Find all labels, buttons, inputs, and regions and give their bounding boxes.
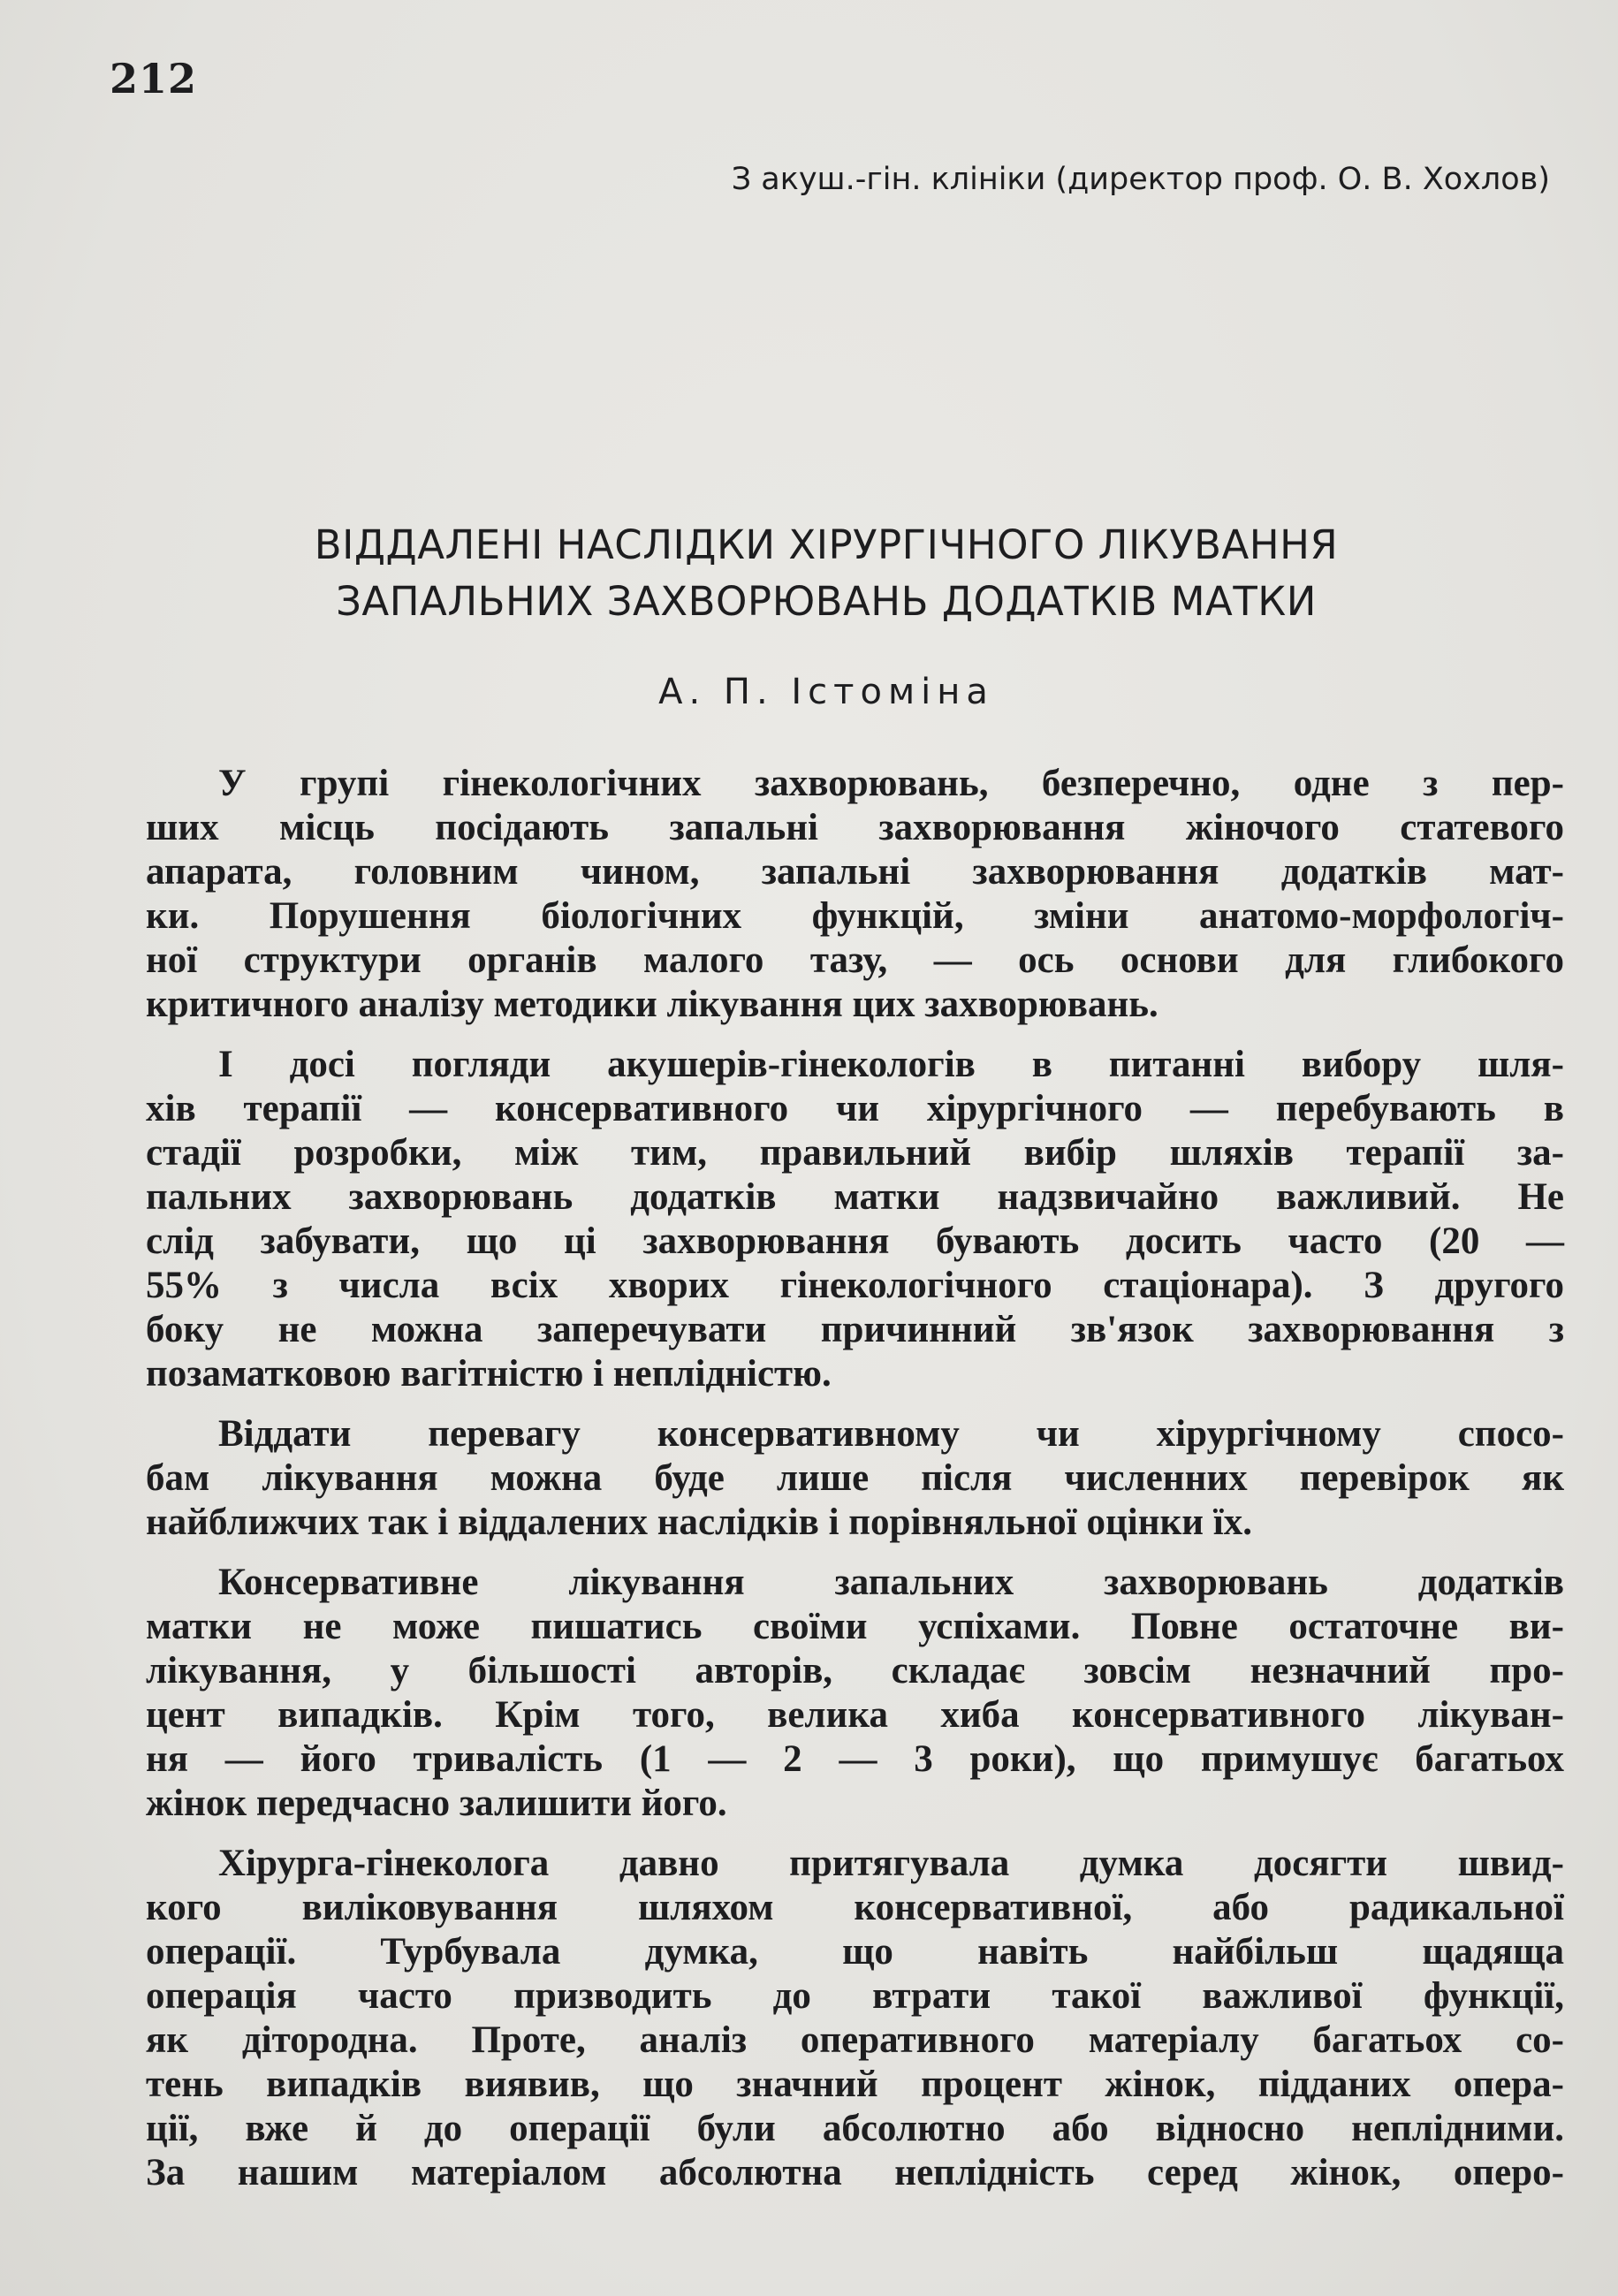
paragraph (146, 1561, 1564, 1826)
text-line: ня — його тривалість (1 — 2 — 3 роки), що примушує багатьох (146, 1738, 1564, 1780)
text-line: операція часто призводить до втрати такої важливої функції, (146, 1975, 1564, 2017)
author-name: А. П. Істоміна (658, 672, 994, 712)
text-line: жінок передчасно залишити його. (146, 1783, 727, 1824)
text-line: 55% з числа всіх хворих гінекологічного стаціонара). З другого (146, 1265, 1564, 1306)
text-line: ної структури органів малого тазу, — ось основи для глибокого (146, 939, 1564, 981)
text-line: слід забувати, що ці захворювання бувають досить часто (20 — (146, 1220, 1564, 1262)
text-line: найближчих так і віддалених наслідків і порівняльної оцінки їх. (146, 1502, 1252, 1543)
paragraph (146, 762, 1564, 1027)
text-line: боку не можна заперечувати причинний зв'язок захворювання з (146, 1309, 1564, 1350)
text-line: кого виліковування шляхом консервативної, або радикальної (146, 1887, 1564, 1928)
text-line: операції. Турбувала думка, що навіть найбільш щадяща (146, 1931, 1564, 1973)
text-line: Віддати перевагу консервативному чи хірургічному спосо- (218, 1413, 1564, 1455)
text-line: І досі погляди акушерів-гінекологів в питанні вибору шля- (218, 1044, 1564, 1085)
title-line: ВІДДАЛЕНІ НАСЛІДКИ ХІРУРГІЧНОГО ЛІКУВАННЯ (314, 521, 1339, 568)
text-line: ки. Порушення біологічних функцій, зміни анатомо-морфологіч- (146, 895, 1564, 937)
paragraph (146, 1412, 1564, 1545)
text-line: бам лікування можна буде лише після численних перевірок як (146, 1457, 1564, 1499)
text-line: ших місць посідають запальні захворювання жіночого статевого (146, 807, 1564, 848)
page-number: 212 (110, 55, 198, 103)
text-line: цент випадків. Крім того, велика хиба консервативного лікуван- (146, 1694, 1564, 1736)
article-title (141, 517, 1511, 630)
text-line: Консервативне лікування запальних захворювань додатків (218, 1562, 1564, 1603)
paragraph (146, 1043, 1564, 1396)
paragraph (146, 1842, 1564, 2195)
text-line: пальних захворювань додатків матки надзвичайно важливий. Не (146, 1176, 1564, 1218)
text-line: матки не може пишатись своїми успіхами. Повне остаточне ви- (146, 1606, 1564, 1647)
text-line: За нашим матеріалом абсолютна неплідність серед жінок, оперо- (146, 2152, 1564, 2193)
text-line: критичного аналізу методики лікування цих захворювань. (146, 984, 1158, 1025)
text-line: як дітородна. Проте, аналіз оперативного матеріалу багатьох со- (146, 2019, 1564, 2061)
text-line: стадії розробки, між тим, правильний вибір шляхів терапії за- (146, 1132, 1564, 1174)
affiliation-line: З акуш.-гін. клініки (директор проф. О. В. Хохлов) (731, 162, 1550, 197)
text-line: тень випадків виявив, що значний процент жінок, підданих опера- (146, 2064, 1564, 2105)
text-line: ції, вже й до операції були абсолютно або відносно неплідними. (146, 2108, 1564, 2149)
text-line: апарата, головним чином, запальні захворювання додатків мат- (146, 851, 1564, 893)
text-line: лікування, у більшості авторів, складає зовсім незначний про- (146, 1650, 1564, 1692)
text-line: хів терапії — консервативного чи хірургічного — перебувають в (146, 1088, 1564, 1129)
text-line: У групі гінекологічних захворювань, безперечно, одне з пер- (218, 763, 1564, 804)
title-line: ЗАПАЛЬНИХ ЗАХВОРЮВАНЬ ДОДАТКІВ МАТКИ (336, 578, 1317, 625)
article-body (146, 762, 1564, 2195)
text-line: Хірурга-гінеколога давно притягувала думка досягти швид- (218, 1843, 1564, 1884)
text-line: позаматковою вагітністю і неплідністю. (146, 1353, 832, 1395)
